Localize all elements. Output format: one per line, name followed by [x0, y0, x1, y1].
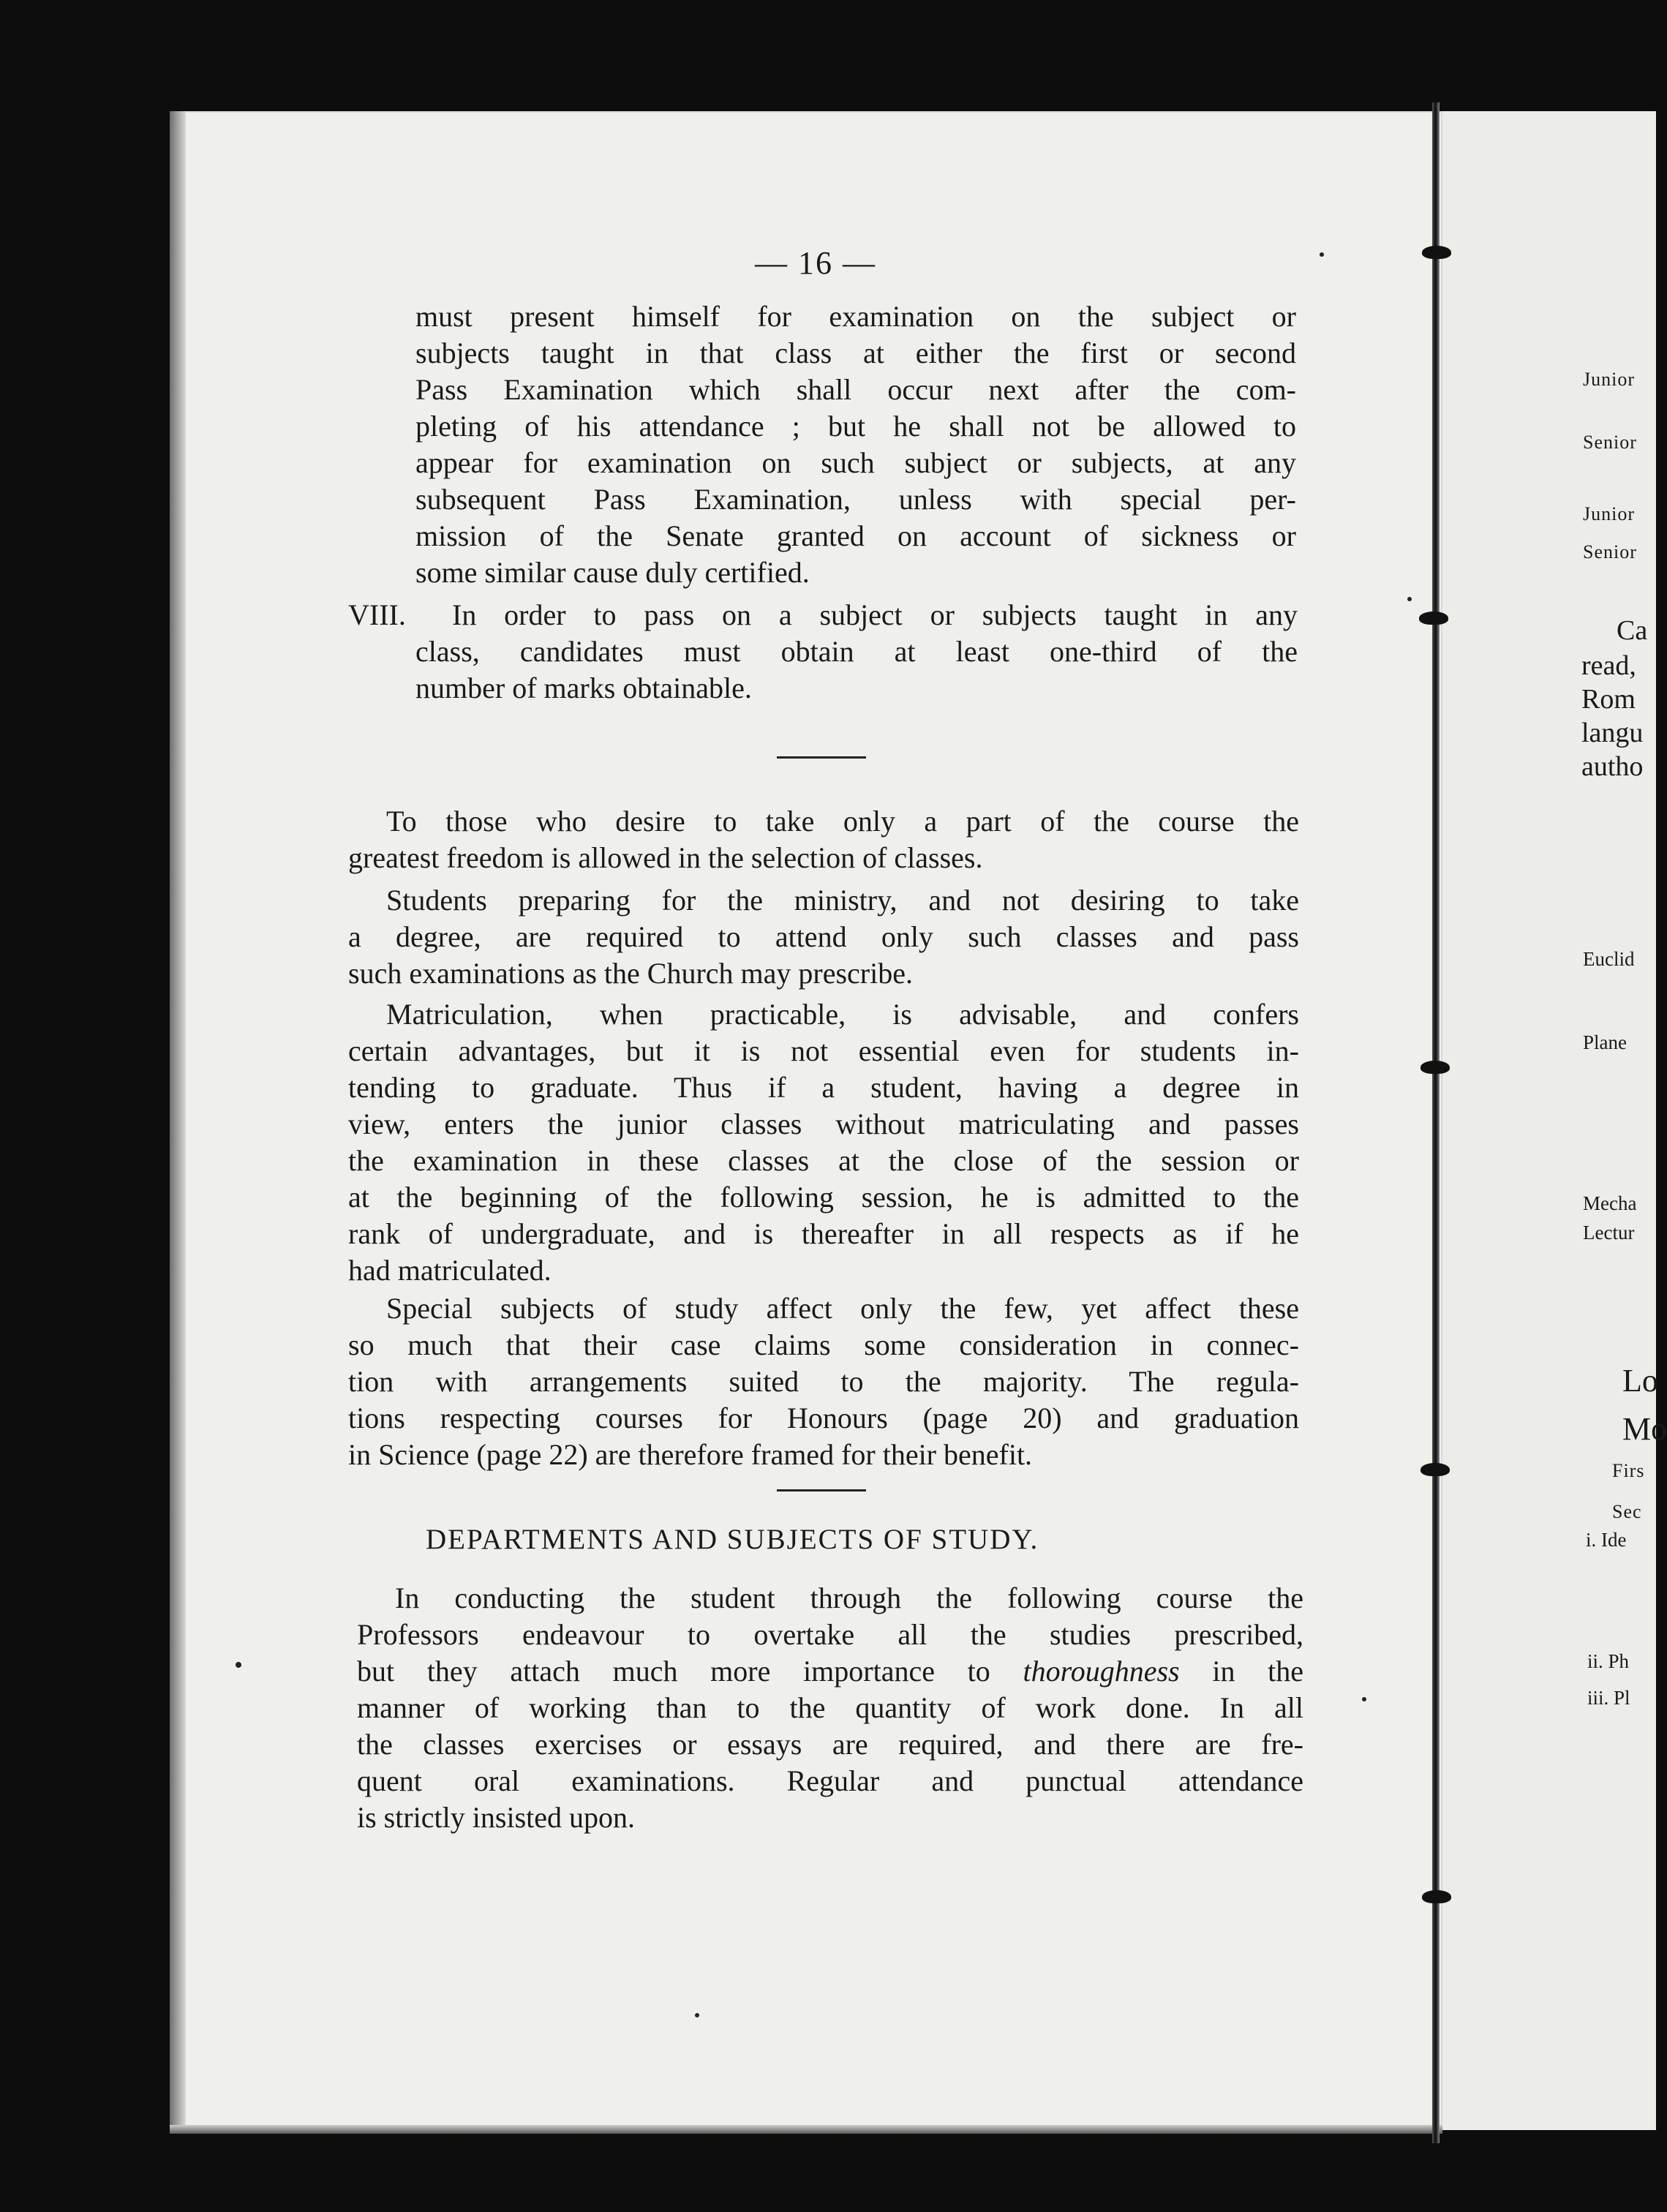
- facing-page-text: Firs: [1612, 1460, 1645, 1481]
- emphasis-thoroughness: thoroughness: [1023, 1655, 1180, 1688]
- text-line: quent oral examinations. Regular and punctual attendance: [357, 1764, 1303, 1797]
- scan-speck: [1407, 597, 1412, 601]
- text-line: Special subjects of study affect only the few, yet affect these: [386, 1292, 1299, 1325]
- rule-viii-numeral: VIII.: [348, 598, 406, 631]
- text-line: pleting of his attendance ; but he shall not be allowed to: [415, 410, 1296, 443]
- page-number: — 16 —: [755, 245, 876, 281]
- paragraph-special-subjects: [348, 1290, 1299, 1473]
- facing-page-text: Rom: [1581, 684, 1636, 715]
- facing-page-text: i. Ide: [1586, 1529, 1627, 1551]
- text-line: manner of working than to the quantity of work done. In all: [357, 1691, 1303, 1724]
- text-line: Professors endeavour to overtake all the studies prescribed,: [357, 1618, 1303, 1651]
- text-line: In conducting the student through the following course the: [395, 1581, 1303, 1614]
- text-segment: but they attach much more importance to: [357, 1655, 990, 1688]
- text-line: the classes exercises or essays are required, and there are fre-: [357, 1728, 1303, 1761]
- text-line: In order to pass on a subject or subjects taught in any: [452, 598, 1298, 631]
- scan-speck: [1320, 252, 1324, 257]
- facing-page-text: Ca: [1617, 615, 1648, 646]
- facing-page-text: Mo: [1622, 1411, 1667, 1447]
- text-line: must present himself for examination on the subject or: [415, 300, 1296, 333]
- text-line-with-emphasis: [357, 1653, 1303, 1690]
- text-line: certain advantages, but it is not essential even for students in-: [348, 1034, 1299, 1067]
- text-line: so much that their case claims some consideration in connec-: [348, 1328, 1299, 1361]
- facing-page-text: Euclid: [1583, 948, 1635, 970]
- text-line: rank of undergraduate, and is thereafter in all respects as if he: [348, 1217, 1299, 1250]
- gutter-mark: [1422, 1890, 1451, 1903]
- text-line: had matriculated.: [348, 1254, 552, 1287]
- text-line: in Science (page 22) are therefore framed for their benefit.: [348, 1438, 1033, 1471]
- text-line: Students preparing for the ministry, and not desiring to take: [386, 884, 1299, 917]
- text-line: class, candidates must obtain at least one-third of the: [415, 635, 1298, 668]
- text-segment: in the: [1212, 1655, 1304, 1688]
- facing-page-text: autho: [1581, 751, 1644, 782]
- text-line: the examination in these classes at the close of the session or: [348, 1144, 1299, 1177]
- facing-page: [1442, 111, 1656, 2130]
- text-line: at the beginning of the following session, he is admitted to the: [348, 1181, 1299, 1214]
- gutter-mark: [1422, 246, 1451, 259]
- section-divider: [777, 756, 866, 759]
- section-heading: DEPARTMENTS AND SUBJECTS OF STUDY.: [426, 1524, 1039, 1555]
- facing-page-text: Lectur: [1583, 1222, 1635, 1244]
- text-line: To those who desire to take only a part of the course the: [386, 805, 1299, 838]
- rule-viii: [415, 597, 1298, 707]
- scan-speck: [1362, 1697, 1366, 1701]
- text-line: number of marks obtainable.: [415, 672, 752, 704]
- facing-page-text: iii. Pl: [1587, 1687, 1630, 1709]
- paragraph-matriculation: [348, 996, 1299, 1289]
- facing-page-text: Senior: [1583, 541, 1637, 563]
- facing-page-text: Senior: [1583, 432, 1637, 453]
- text-line: greatest freedom is allowed in the selection of classes.: [348, 841, 983, 874]
- page-edge-shadow: [170, 111, 186, 2130]
- text-line: view, enters the junior classes without matriculating and passes: [348, 1107, 1299, 1140]
- text-line: subjects taught in that class at either the first or second: [415, 336, 1296, 369]
- text-line: mission of the Senate granted on account of sickness or: [415, 519, 1296, 552]
- facing-page-text: Junior: [1583, 369, 1635, 390]
- page-bottom-edge: [170, 2125, 1442, 2134]
- facing-page-text: Junior: [1583, 503, 1635, 524]
- text-line: Pass Examination which shall occur next after the com-: [415, 373, 1296, 406]
- text-line: Matriculation, when practicable, is advisable, and confers: [386, 998, 1299, 1031]
- rule-continuation: [415, 298, 1296, 591]
- text-line: such examinations as the Church may prescribe.: [348, 957, 913, 990]
- facing-page-text: langu: [1581, 718, 1644, 748]
- text-line: some similar cause duly certified.: [415, 556, 810, 589]
- paragraph-course-approach: [357, 1580, 1303, 1836]
- text-line: tion with arrangements suited to the majority. The regula-: [348, 1365, 1299, 1398]
- text-line: tending to graduate. Thus if a student, having a degree in: [348, 1071, 1299, 1104]
- scan-speck: [236, 1662, 241, 1668]
- book-gutter: [1432, 102, 1440, 2143]
- paragraph-partial-course: [348, 803, 1299, 876]
- facing-page-text: Lo: [1622, 1363, 1658, 1399]
- facing-page-text: Plane: [1583, 1031, 1627, 1053]
- facing-page-text: Sec: [1612, 1501, 1642, 1522]
- scan-speck: [695, 2013, 699, 2017]
- facing-page-text: Mecha: [1583, 1192, 1637, 1214]
- text-line: appear for examination on such subject or subjects, at any: [415, 446, 1296, 479]
- facing-page-text: ii. Ph: [1587, 1650, 1630, 1672]
- section-divider: [777, 1489, 866, 1491]
- gutter-mark: [1419, 612, 1448, 625]
- gutter-mark: [1420, 1061, 1450, 1074]
- facing-page-text: read,: [1581, 650, 1636, 681]
- text-line: is strictly insisted upon.: [357, 1801, 635, 1834]
- gutter-mark: [1420, 1463, 1450, 1476]
- text-line: tions respecting courses for Honours (page 20) and graduation: [348, 1402, 1299, 1434]
- paragraph-ministry: [348, 882, 1299, 992]
- text-line: a degree, are required to attend only such classes and pass: [348, 920, 1299, 953]
- text-line: subsequent Pass Examination, unless with special per-: [415, 483, 1296, 516]
